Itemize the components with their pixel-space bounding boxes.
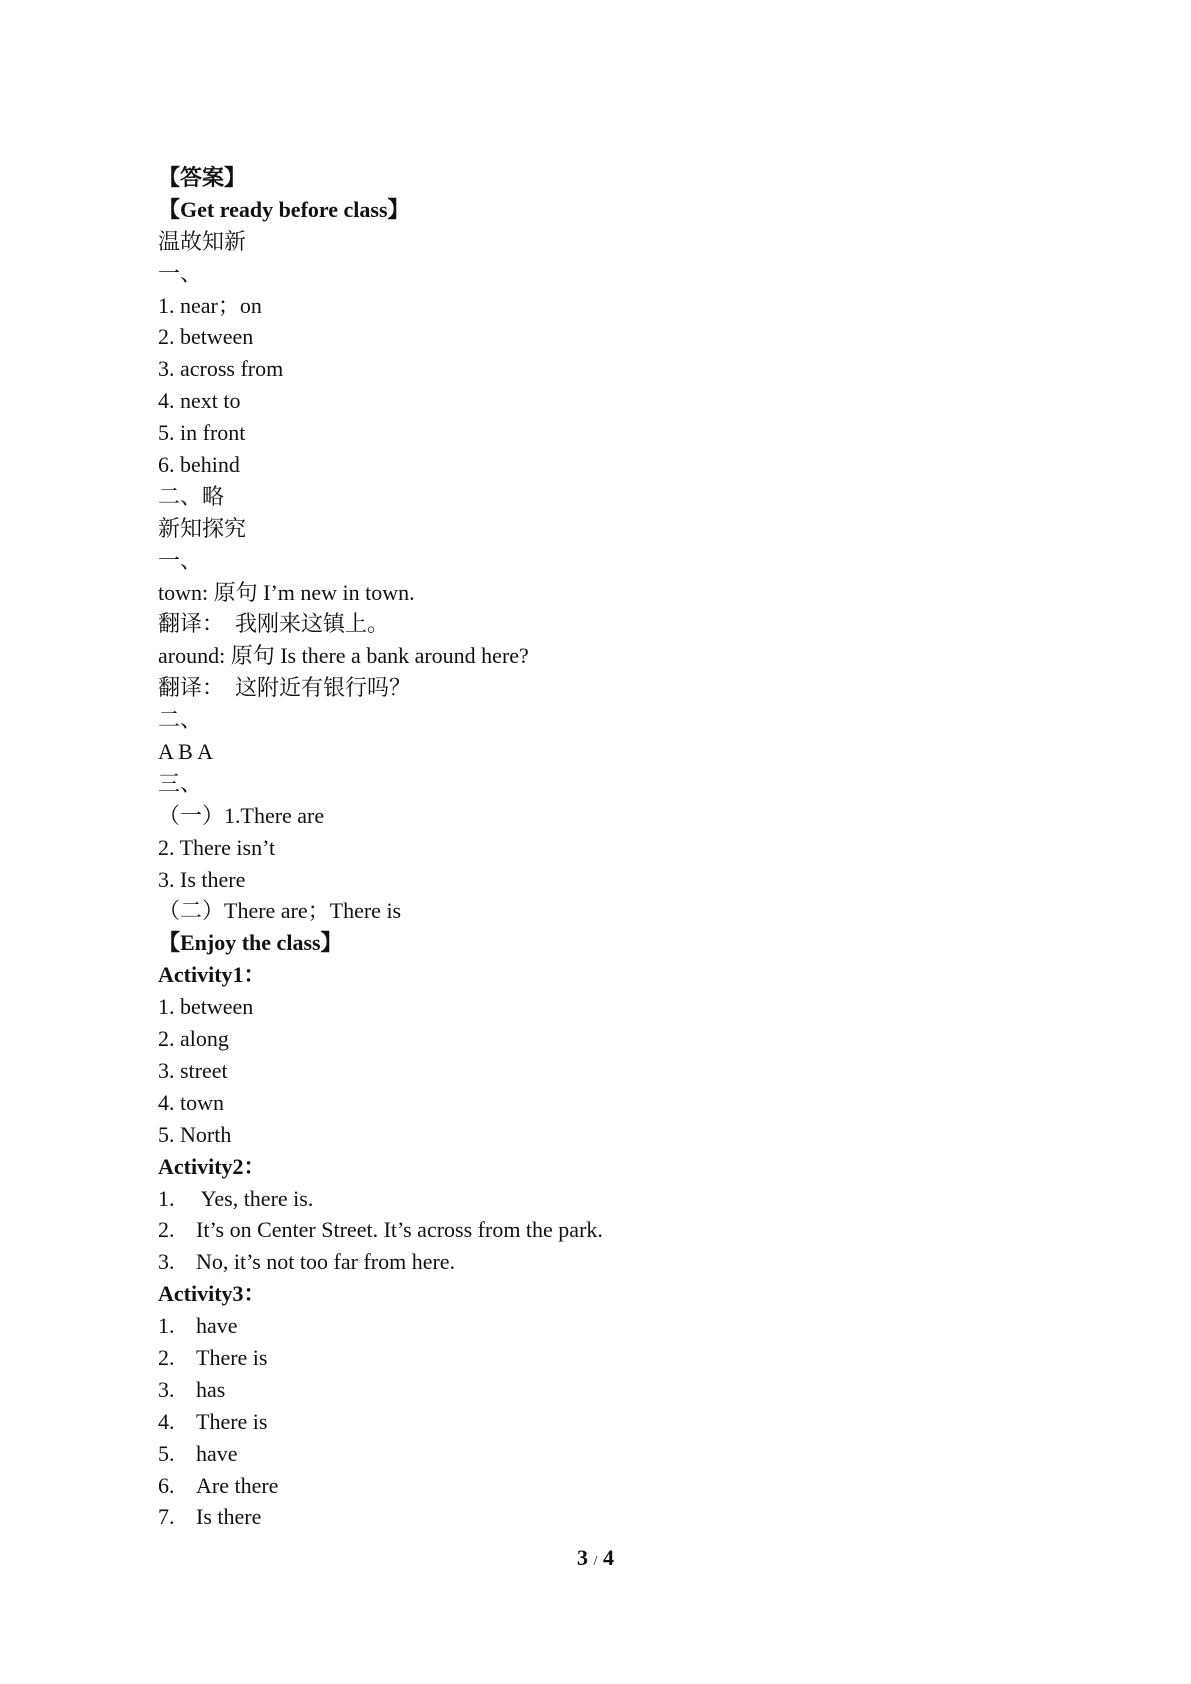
line-text: Activity3：	[158, 1281, 266, 1307]
line-text: 【Get ready before class】	[158, 196, 410, 222]
section-heading	[158, 1278, 1058, 1310]
section-heading	[158, 1151, 1058, 1183]
text-line	[158, 768, 1058, 800]
line-text: Activity1：	[158, 962, 266, 988]
line-text: Is there	[196, 1504, 262, 1530]
line-text: 三、	[158, 770, 203, 796]
text-line	[158, 353, 1058, 385]
line-text: Yes, there is.	[196, 1185, 314, 1211]
page-total: 4	[602, 1545, 614, 1570]
line-text: 新知探究	[158, 515, 247, 541]
line-text: 一、	[158, 260, 203, 286]
text-line	[158, 1470, 1058, 1502]
section-heading	[158, 194, 1058, 226]
line-text: 翻译： 这附近有银行吗？	[158, 675, 412, 701]
page-number	[0, 1545, 1191, 1571]
page-current: 3	[577, 1545, 589, 1570]
text-line	[158, 1406, 1058, 1438]
text-line	[158, 1055, 1058, 1087]
text-line	[158, 1119, 1058, 1151]
line-text: 2. between	[158, 324, 254, 350]
line-text: 1. near；on	[158, 292, 262, 318]
page-separator: /	[593, 1554, 598, 1569]
line-text: A B A	[158, 739, 214, 765]
text-line	[158, 1023, 1058, 1055]
list-number: 1.	[158, 1313, 175, 1339]
text-line	[158, 832, 1058, 864]
text-line	[158, 991, 1058, 1023]
line-text: No, it’s not too far from here.	[196, 1249, 456, 1275]
line-text: have	[196, 1313, 238, 1339]
line-text: It’s on Center Street. It’s across from the park.	[196, 1217, 603, 1243]
section-heading	[158, 162, 1058, 194]
text-line	[158, 545, 1058, 577]
text-line	[158, 800, 1058, 832]
text-line	[158, 258, 1058, 290]
text-line	[158, 704, 1058, 736]
text-line	[158, 1087, 1058, 1119]
line-text: town: 原句 I’m new in town.	[158, 579, 415, 605]
text-line	[158, 640, 1058, 672]
text-line	[158, 449, 1058, 481]
list-number: 1.	[158, 1185, 175, 1211]
line-text: （二）There are；There is	[158, 898, 402, 924]
line-text: has	[196, 1376, 226, 1402]
text-line	[158, 385, 1058, 417]
text-line	[158, 1438, 1058, 1470]
text-line	[158, 736, 1058, 768]
list-number: 2.	[158, 1217, 175, 1243]
line-text: have	[196, 1440, 238, 1466]
text-line	[158, 577, 1058, 609]
list-number: 5.	[158, 1440, 175, 1466]
text-line	[158, 481, 1058, 513]
line-text: 【答案】	[158, 165, 247, 190]
text-line	[158, 513, 1058, 545]
text-line	[158, 1374, 1058, 1406]
line-text: 1. between	[158, 994, 254, 1020]
section-heading	[158, 959, 1058, 991]
text-line	[158, 417, 1058, 449]
line-text: 2. along	[158, 1026, 229, 1052]
text-line	[158, 321, 1058, 353]
text-line	[158, 1183, 1058, 1215]
line-text: 温故知新	[158, 228, 247, 254]
text-line	[158, 1246, 1058, 1278]
line-text: around: 原句 Is there a bank around here?	[158, 643, 529, 669]
line-text: 5. North	[158, 1121, 232, 1147]
line-text: 二、	[158, 707, 203, 733]
text-line	[158, 1310, 1058, 1342]
line-text: 4. town	[158, 1089, 224, 1115]
list-number: 6.	[158, 1472, 175, 1498]
line-text: 4. next to	[158, 388, 241, 414]
line-text: Are there	[196, 1472, 279, 1498]
line-text: 二、略	[158, 483, 225, 509]
line-text: 6. behind	[158, 452, 240, 478]
text-line	[158, 672, 1058, 704]
list-number: 7.	[158, 1504, 175, 1530]
line-text: 3. across from	[158, 356, 284, 382]
text-line	[158, 895, 1058, 927]
line-text: 【Enjoy the class】	[158, 930, 343, 956]
line-text: 3. street	[158, 1057, 228, 1083]
list-number: 2.	[158, 1344, 175, 1370]
line-text: There is	[196, 1408, 268, 1434]
line-text: 翻译： 我刚来这镇上。	[158, 611, 390, 637]
list-number: 3.	[158, 1376, 175, 1402]
list-number: 3.	[158, 1249, 175, 1275]
list-number: 4.	[158, 1408, 175, 1434]
text-line	[158, 1214, 1058, 1246]
text-line	[158, 608, 1058, 640]
text-line	[158, 1342, 1058, 1374]
text-line	[158, 1501, 1058, 1533]
text-line	[158, 226, 1058, 258]
line-text: There is	[196, 1344, 268, 1370]
answer-content	[158, 162, 1058, 1533]
section-heading	[158, 927, 1058, 959]
line-text: Activity2：	[158, 1153, 266, 1179]
line-text: 3. Is there	[158, 866, 246, 892]
line-text: 一、	[158, 547, 203, 573]
text-line	[158, 290, 1058, 322]
line-text: 5. in front	[158, 420, 246, 446]
line-text: （一）1.There are	[158, 802, 325, 828]
line-text: 2. There isn’t	[158, 834, 276, 860]
text-line	[158, 864, 1058, 896]
